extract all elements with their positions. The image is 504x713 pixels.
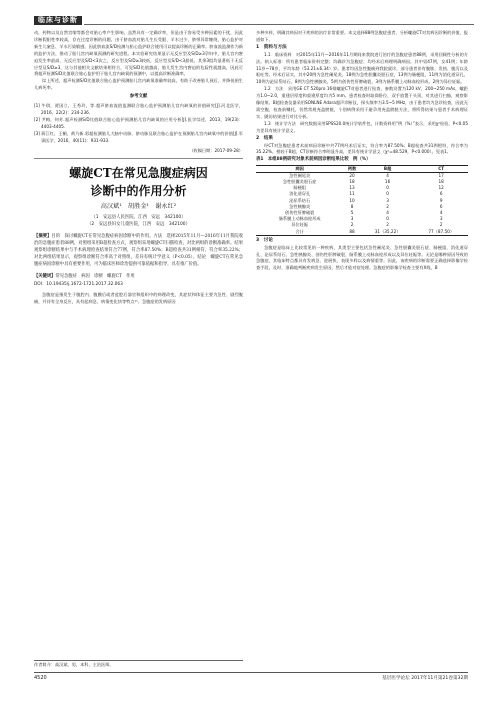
- table-cell: 3: [350, 216, 354, 222]
- table-cell: 77（87.50）: [428, 228, 455, 234]
- table-cell: 4: [386, 172, 389, 178]
- table-cell: 9: [439, 197, 443, 203]
- table-cell: 急性胰腺炎: [289, 203, 311, 209]
- table-cell: 3: [439, 216, 443, 222]
- table-cell: 16: [384, 178, 391, 184]
- table-cell: 肠系膜上动脉血栓形成: [278, 216, 321, 222]
- table-cell: 0: [386, 191, 389, 197]
- table-cell: 2: [439, 222, 443, 228]
- table-cell: 肠梗阻: [293, 185, 306, 191]
- header-rule: [84, 24, 474, 25]
- table-cell: 20: [349, 172, 355, 178]
- paragraph: 急腹症是临床上比较常见的一种疾病，其类型主要包括急性阑尾炎、急性胆囊炎胆石症、肠梗阻、消化道穿孔、泌尿系结石、急性胰腺炎、创伤性肝脾破裂、肠系膜上动脉血栓形成以及异位妊娠等。无论是哪种原因导致的急腹症，其临床特点都具有发病急、进展快、表现多样以及病情重等。因此，该疾病的诊断需要正确选择影像学检查手段，及时、准确地判断疾病发生原因，然后才能对症处理。急腹症的影像学检查主要有X线、B: [256, 244, 468, 271]
- table-cell: 创伤性肝脾破裂: [285, 209, 315, 215]
- table-header-cell: 病因: [295, 165, 304, 171]
- paragraph: 经CT对急腹症患者术前病因诊断中共77例经术后证实，符合率为87.50%；B超检查共31例相符，符合率为35.22%。相较于B超，CT诊断符合率明显升高，差异有统计学意义（χ²=48.529，P<0.000）。见表1。: [256, 142, 468, 155]
- table-cell: 4: [386, 209, 389, 215]
- table-cell: 合计: [295, 228, 304, 234]
- page-number: 4520: [34, 675, 47, 681]
- table-cell: 18: [438, 178, 444, 184]
- results-table: [256, 157, 468, 235]
- table-cell: 31（35.22）: [374, 228, 401, 234]
- table-cell: 0: [386, 185, 389, 191]
- table-cell: 17: [438, 172, 444, 178]
- reference-item: [3] 蒋江红，王楣，黄乃新.彩超检测胎儿大脑中动脉、脐动脉及联合胎心监护在预测胎儿宫内缺氧中的价值[J].军事医学，2016，40(11)：931-933.: [34, 130, 243, 143]
- table-cell: 5: [350, 209, 354, 215]
- table-row: [256, 229, 468, 236]
- table-cell: 急性胆囊炎胆石症: [282, 178, 317, 184]
- paragraph: 急腹症是指发生于腹腔内、腹膜后或者盆腔后器官和组织中的病理改变，其症状和体征主要为急性、剧烈腹痛，并伴有全身反应，具有起病急、病情变化快等特点¹¹。急腹症的发病原因: [34, 292, 243, 305]
- table-cell: 0: [386, 216, 389, 222]
- journal-citation: 基层医学论坛 2017年11月第21卷第32期: [382, 676, 468, 681]
- left-column: [34, 30, 248, 306]
- affiliation-1: （1 安远县人民医院，江西 安远 342100）: [91, 215, 186, 221]
- table-cell: 3: [386, 197, 389, 203]
- table-cell: 88: [349, 228, 355, 234]
- keywords-text: 常见急腹症 病因 诊断 螺旋CT 作用: [55, 274, 135, 280]
- keywords-label: 【关键词】: [34, 274, 56, 280]
- table-header-row: [256, 165, 468, 172]
- table-header-cell: B超: [383, 165, 392, 171]
- table-cell: 18: [349, 178, 355, 184]
- table-cell: 11: [349, 191, 355, 197]
- table-row: [256, 172, 468, 179]
- table-cell: 2: [386, 222, 389, 228]
- table-cell: 13: [349, 185, 355, 191]
- received-date: （收稿日期：2017-09-28）: [189, 147, 243, 153]
- table-cell: 6: [439, 191, 443, 197]
- table-cell: 10: [349, 197, 355, 203]
- abstract-label: 【摘要】: [34, 234, 52, 240]
- table-cell: 6: [439, 203, 443, 209]
- keywords: [34, 273, 243, 280]
- paragraph: 多种多样，明确其病因对于疾病的治疗非常重要。本文选择88例急腹症患者，分析螺旋CT对其病因诊断的价值，报道如下。: [256, 30, 468, 42]
- authors: 高汉斌¹ 胡胜金¹ 谢永红²: [100, 203, 177, 211]
- affiliation-2: （2 安远县妇女儿童医院，江西 安远 342100）: [87, 222, 190, 228]
- references-title: 参考文献: [129, 94, 148, 100]
- doi: DOI：10.19435/j.1672-1721.2017.32.063: [34, 282, 123, 288]
- table-cell: 泌尿系结石: [289, 197, 311, 203]
- paragraph: 1.1 临床资料 对2015年11月—2016年11月期间来我院进行治疗的急腹症患者88例，采用回顾性分析的方法。纳入标准：所有患者临床资料完整；均确诊为急腹症；均经术后病理明确病因。其中男47例，女41例；年龄11岁~78岁，平均年龄（53.21±6.34）岁。患者均因急性腹痛到我院就诊，部分患者伴有腹胀、发热、腹泻以及呕吐等。经术后证实，其中20例为急性阑尾炎，18例为急性胆囊炎胆石症，13例为肠梗阻，11例为消化道穿孔，10例为泌尿系结石，8例为急性胰腺炎，5例为创伤性肝脾破裂，3例为肠系膜上动脉血栓形成，2例为异位妊娠。: [256, 51, 468, 85]
- table-cell: 8: [350, 203, 354, 209]
- table-caption: 表1 本组88例研究对象术前病因诊断结果比较 例（%）: [256, 157, 371, 163]
- table-cell: 消化道穿孔: [289, 191, 311, 197]
- section-heading: 2 结果: [256, 135, 273, 141]
- table-cell: 急性阑尾炎: [289, 172, 311, 178]
- table-cell: 12: [438, 185, 444, 191]
- abstract-text: 目的 探讨螺旋CT在常见急腹症病因诊断中的作用。方法 选择2015年11月—2016年11月我院收治的急腹症患者88例，对照组采用B超检查方式，观察组采用螺旋CT扫描检查，对比两组的诊断准确率。结果 观察组诊断结果中与手术病理检查结果符合77例，符合率87.50%；B超检查共31例相符，符合率35.22%；对比两组结果显示，观察组诊断符合率高于对照组，差异有统计学意义（P<0.05）。结论 螺旋CT在常见急腹症病因诊断中具有重要作用，可为临床医师诊治提供可靠依据和指导，具有推广价值。: [34, 234, 248, 268]
- reference-item: [2] 尹梅，何芳.超声检测S/D比值联合胎心监护预测胎儿宫内缺氧的应用分析[J].医学综述，2013，19(23)：4403-4405.: [34, 116, 243, 129]
- section-heading: 1 资料与方法: [256, 44, 287, 50]
- table-cell: 2: [386, 203, 389, 209]
- article-title-line-1: 螺旋CT在常见急腹症病因: [69, 166, 208, 181]
- article-separator: [34, 158, 243, 159]
- table-cell: 4: [439, 209, 443, 215]
- paragraph: 综上所述，超声检测S/D比值联合胎心监护预测胎儿宫内缺氧准确率较高，有助于改善胎儿预后，并降低围生儿病死率。: [34, 78, 243, 91]
- paragraph: 1.3 统计学方法 研究数据采用SPSS20.0统计学软件包，计数资料用“例（%）”表示，采用χ²检验，P<0.05为差异有统计学意义。: [256, 120, 468, 133]
- paragraph: 动，药物以及自然宫缩等都会对胎心率产生影响，虽然具有一定确诊率，但是由于容易受多种因素的干扰，因此诊断假阳性率较高，存在过度诊断的问题。由于脐血流对胎儿生长受限、羊水过少、脐带异常缠绕、胎心监护对新生儿窒息、羊水污染敏感，因此脐血流S/D检测与胎心监护联合使用可以提高诊断的正确率。脐血流监测作为新的监护方法，推动了胎儿宫内缺氧预测的研究进程。本实验研究结果显示无反应型及S/D≥3孕妇中，胎儿宫内窘迫发生率最高，无反应型及S/D<3次之，反应型及S/D≥3较低，反应型及S/D<3最低，其余3组均显著低于无反应型及S/D≥3，这与其他相关文献结果相符合，可见S/D比值越高，胎儿发生宫内窘迫的危险性就越高，因此可将超声检测S/D比值联合胎心监护用于胎儿宫内缺氧的预测中，以提高诊断准确率。: [34, 30, 243, 77]
- table-cell: 2: [350, 222, 354, 228]
- section-header-label: 临床与诊断: [38, 16, 78, 24]
- paragraph: 1.2 方法 采用GE CT 520pro 16排螺旋CT对患者进行检查，参数设置为120 kV，200~250 mAs，螺距为1.0~2.0，重建层厚度和重建厚度均为5 mm。患者检查时取仰卧位，双手放置于头顶，对其进行扫描，观察影像结果。B超检查仪器采用SONLNE Adara超声诊断仪，探头频率为3.5~5 MHz，由于患者均为急诊检查，因此无需空腹，检查前嘱托，仍然常规充盈膀胱，个别病例采用于避孕用充盈膀胱方法，将所得结果与患者手术病理证实、随访结果进行对比分析。: [256, 86, 468, 119]
- table-header-cell: CT: [438, 165, 445, 171]
- footer-rule: [34, 672, 468, 673]
- section-heading: 3 讨论: [256, 237, 273, 243]
- table-header-cell: 例数: [347, 165, 357, 171]
- article-title-line-2: 诊断中的作用分析: [90, 184, 187, 199]
- right-column: [256, 30, 468, 272]
- abstract: [34, 233, 248, 268]
- author-footnote: 作者简介：高汉斌，男，本科，主治医师。: [34, 660, 243, 668]
- reference-item: [1] 牛琪，贾国立，王秀玲，等.超声脐血流值监测联合胎心监护预测胎儿宫内缺氧的价值研究[J].河北医学，2016，22(2)：234-236.: [34, 103, 243, 115]
- table-cell: 异位妊娠: [291, 222, 309, 228]
